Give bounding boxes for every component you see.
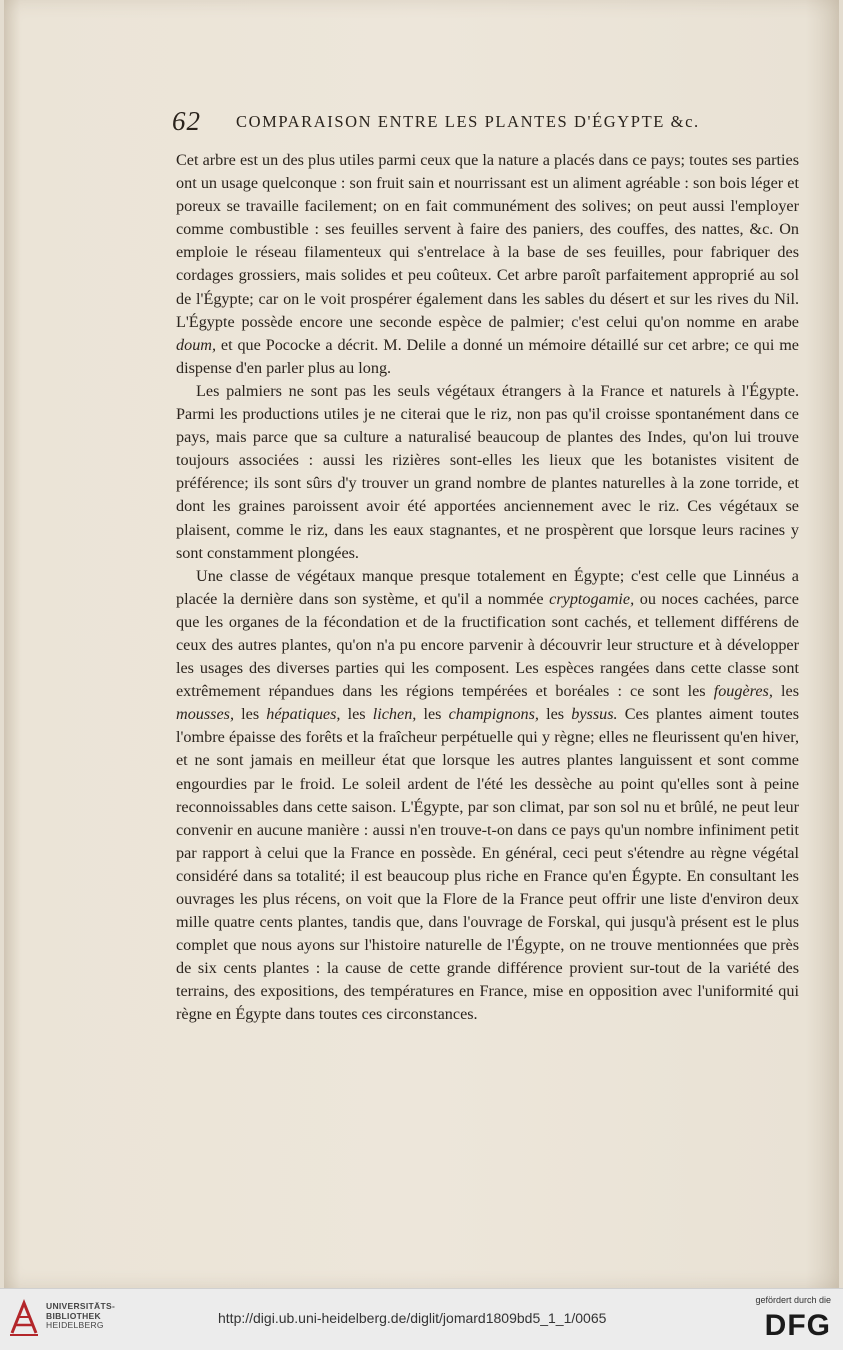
- italic-term: cryptogamie,: [549, 589, 635, 608]
- page-number: 62: [172, 106, 201, 136]
- text-run: les: [234, 705, 267, 724]
- institution-line-2: BIBLIOTHEK: [46, 1310, 101, 1321]
- running-title: COMPARAISON ENTRE LES PLANTES D'ÉGYPTE &c.: [236, 112, 700, 131]
- paragraph: [176, 565, 799, 1027]
- italic-term: doum,: [176, 335, 217, 354]
- italic-term: hépatiques,: [266, 705, 341, 724]
- scanned-page: [4, 0, 839, 1288]
- funded-by-label: gefördert durch die: [755, 1295, 831, 1305]
- institution-name[interactable]: [46, 1302, 115, 1331]
- text-run: ou noces cachées, parce que les organes de la fécondation et de la fructification sont cachés, et tellement différens de ceux des autres plantes, qu'on n'a pu encore parvenir à découvrir leur structure et à développer les usages des diverses parties qui les composent. Les espèces rangées dans cette classe sont extrêmement répandues dans les régions tempérées et boréales : ce sont les: [176, 589, 799, 701]
- body-text: [176, 149, 799, 1027]
- text-run: les: [416, 705, 449, 724]
- italic-term: fougères,: [713, 682, 773, 701]
- running-head: [172, 106, 800, 140]
- italic-term: champignons,: [448, 705, 539, 724]
- italic-term: byssus.: [571, 705, 618, 724]
- italic-term: lichen,: [372, 705, 417, 724]
- viewer-footer: [0, 1288, 843, 1350]
- text-run: Les palmiers ne sont pas les seuls végétaux étrangers à la France et naturels à l'Égypte. Parmi les productions utiles je ne citerai que le riz, non pas qu'il croisse spontanément dans ce pays, mais parce que sa culture a naturalisé beaucoup de plantes des Indes, qu'on lui trouve toujours associées : aussi les rizières sont-elles les lieux que les botanistes visitent de préférence; ils sont sûrs d'y trouver un grand nombre de plantes naturelles à la zone torride, et dont les graines paroissent avoir été apportées anciennement avec le riz. Ces végétaux se plaisent, comme le riz, dans les eaux stagnantes, et ne prospèrent que lorsque leurs racines y sont constamment plongées.: [176, 381, 799, 562]
- text-run: les: [340, 705, 373, 724]
- italic-term: mousses,: [176, 705, 235, 724]
- text-run: Une classe de végétaux manque presque totalement en Égypte; c'est celle que Linnéus a placée la dernière dans son système, et qu'il a nommée: [176, 566, 799, 608]
- dfg-logo[interactable]: DFG: [764, 1309, 831, 1342]
- institution-line-3: HEIDELBERG: [46, 1320, 104, 1330]
- page-url-link[interactable]: http://digi.ub.uni-heidelberg.de/diglit/jomard1809bd5_1_1/0065: [218, 1310, 607, 1326]
- text-run: Ces plantes aiment toutes l'ombre épaisse des forêts et la fraîcheur perpétuelle qui y règne; elles ne fleurissent qu'en hiver, et ne sont jamais en meilleur état que lorsque les autres plantes languissent et sont comme engourdies par le froid. Le soleil ardent de l'été les dessèche au point qu'elles sont à peine reconnoissables dans cette saison. L'Égypte, par son climat, par son sol nu et brûlé, ne peut leur convenir en aucune manière : aussi n'en trouve-t-on dans ce pays qu'un nombre infiniment petit par rapport à celui que la France en possède. En général, ceci peut s'étendre au règne végétal considéré dans sa totalité; il est beaucoup plus riche en France qu'en Égypte. En consultant les ouvrages les plus récens, on voit que la Flore de la France peut offrir une liste d'environ deux mille quatre cents plantes, tandis que, dans l'ouvrage de Forskal, qui jusqu'à présent est le plus complet que nous ayons sur l'histoire naturelle de l'Égypte, on ne trouve mentionnées que près de six cents plantes : la cause de cette grande différence provient sur-tout de la variété des terrains, des expositions, des températures en France, mise en opposition avec l'uniformité qui règne en Égypte dans toutes ces circonstances.: [176, 705, 799, 1024]
- text-run: Cet arbre est un des plus utiles parmi ceux que la nature a placés dans ce pays; toutes ses parties ont un usage quelconque : son fruit sain et nourrissant est un aliment agréable : son bois léger et poreux se travaille facilement; on en fait communément des solives; on peut aussi l'employer comme combustible : ses feuilles servent à faire des paniers, des couffes, des nattes, &c. On emploie le réseau filamenteux qui s'entrelace à la base de ses feuilles, pour fabriquer des cordages grossiers, mais solides et peu coûteux. Cet arbre paroît parfaitement approprié au sol de l'Égypte; car on le voit prospérer également dans les sables du désert et sur les rives du Nil. L'Égypte possède encore une seconde espèce de palmier; c'est celui qu'on nomme en arabe: [176, 151, 799, 331]
- paragraph: [176, 380, 799, 565]
- university-library-logo-icon[interactable]: [8, 1297, 40, 1339]
- institution-line-1: UNIVERSITÄTS-: [46, 1301, 116, 1311]
- text-run: les: [538, 705, 572, 724]
- text-run: les: [772, 682, 799, 701]
- text-run: et que Pococke a décrit. M. Delile a donné un mémoire détaillé sur cet arbre; ce qui me dispense d'en parler plus au long.: [176, 335, 799, 377]
- paragraph: [176, 149, 799, 380]
